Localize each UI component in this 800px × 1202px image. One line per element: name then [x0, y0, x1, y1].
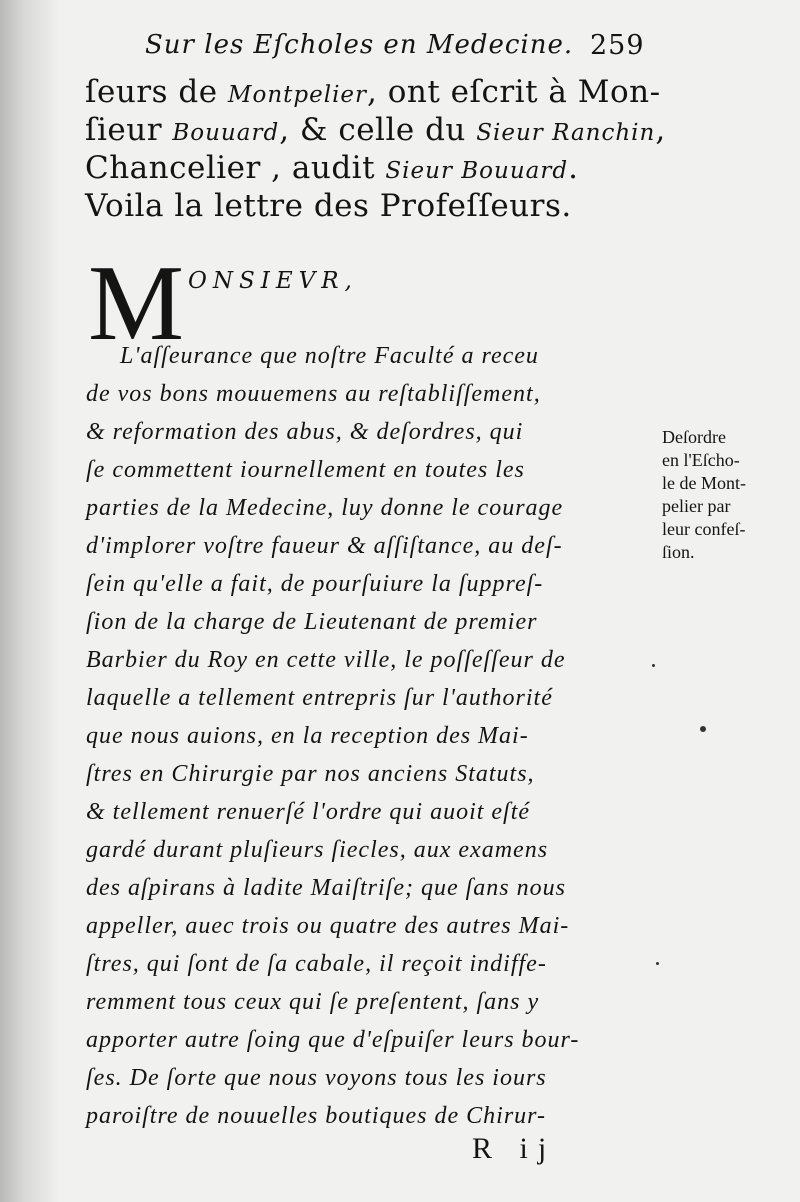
- body-line: que nous auions, en la reception des Mai-: [86, 723, 529, 749]
- running-title: Sur les Eſcholes en Medecine.: [145, 30, 574, 60]
- body-line: d'implorer voſtre faueur & aſſiſtance, au deſ-: [86, 533, 563, 559]
- ink-speck: [656, 962, 659, 965]
- body-line: ſein qu'elle a fait, de pourſuiure la ſuppreſ-: [86, 571, 544, 597]
- marginal-note-line: pelier par: [662, 496, 731, 516]
- ink-speck: [700, 726, 706, 732]
- body-line: appeller, auec trois ou quatre des autres Mai-: [86, 913, 570, 939]
- body-line: gardé durant pluſieurs ſiecles, aux examens: [86, 837, 549, 863]
- marginal-note-line: en l'Eſcho-: [662, 450, 740, 470]
- page-number: 259: [590, 30, 645, 61]
- signature-mark: R ij: [472, 1132, 557, 1165]
- ink-speck: [652, 664, 655, 667]
- body-line: ſtres, qui ſont de ſa cabale, il reçoit indiffe-: [86, 951, 547, 977]
- intro-line: ſieur Bouuard, & celle du Sieur Ranchin,: [85, 112, 666, 148]
- marginal-note-line: le de Mont-: [662, 473, 746, 493]
- body-line: L'aſſeurance que noſtre Faculté a receu: [120, 343, 539, 369]
- body-line: parties de la Medecine, luy donne le courage: [86, 495, 564, 521]
- body-line: de vos bons mouuemens au reſtabliſſement,: [86, 381, 541, 407]
- body-line: & tellement renuerſé l'ordre qui auoit eſté: [86, 799, 531, 825]
- marginal-note-line: Deſordre: [662, 427, 726, 447]
- body-line: ſtres en Chirurgie par nos anciens Statuts,: [86, 761, 535, 787]
- salutation: ONSIEVR,: [188, 268, 358, 294]
- body-line: des aſpirans à ladite Maiſtriſe; que ſans nous: [86, 875, 566, 901]
- body-line: Barbier du Roy en cette ville, le poſſeſſeur de: [86, 647, 566, 673]
- body-line: ſe commettent iournellement en toutes les: [86, 457, 525, 483]
- drop-cap: M: [88, 244, 185, 363]
- gutter-shadow: [0, 0, 60, 1202]
- body-line: ſes. De ſorte que nous voyons tous les iours: [86, 1065, 547, 1091]
- intro-line: Voila la lettre des Profeſſeurs.: [85, 188, 572, 224]
- body-line: & reformation des abus, & deſordres, qui: [86, 419, 524, 445]
- intro-line: ſeurs de Montpelier, ont eſcrit à Mon-: [85, 74, 661, 110]
- body-line: ſion de la charge de Lieutenant de premier: [86, 609, 538, 635]
- marginal-note-line: leur confeſ-: [662, 519, 746, 539]
- intro-line: Chancelier , audit Sieur Bouuard.: [85, 150, 579, 186]
- marginal-note-line: ſion.: [662, 542, 695, 562]
- body-line: paroiſtre de nouuelles boutiques de Chirur-: [86, 1103, 547, 1129]
- body-line: remment tous ceux qui ſe preſentent, ſans y: [86, 989, 540, 1015]
- body-line: apporter autre ſoing que d'eſpuiſer leurs bour-: [86, 1027, 580, 1053]
- body-line: laquelle a tellement entrepris ſur l'authorité: [86, 685, 553, 711]
